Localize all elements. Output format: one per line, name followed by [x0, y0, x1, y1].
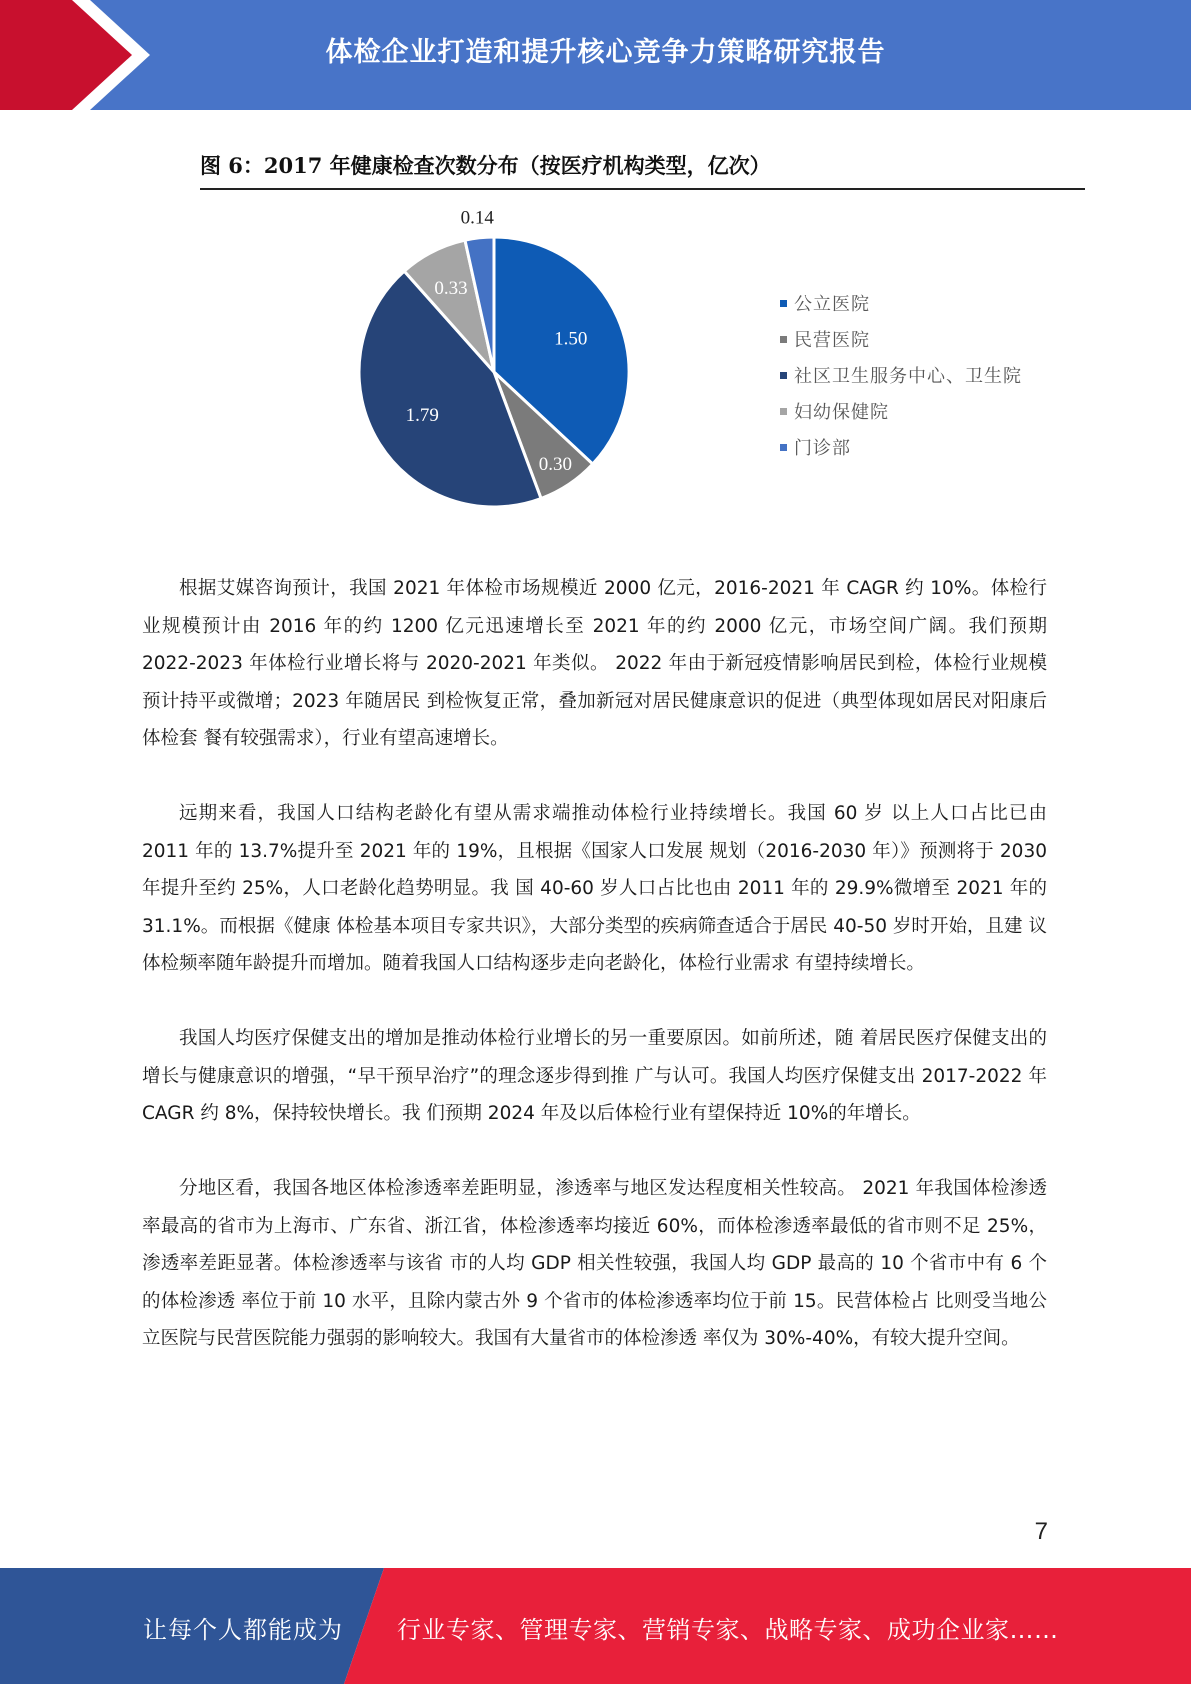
paragraph-market-size: 根据艾媒咨询预计，我国 2021 年体检市场规模近 2000 亿元，2016-2021 年 CAGR 约 10%。体检行业规模预计由 2016 年的约 1200 亿元迅速增长至 2021 年的约 2000 亿元，市场空间广阔。我们预期 2022-2023 年体检行业增长将与 2020-2021 年类似。 2022 年由于新冠疫情影响居民到检，体检行业规模预计持平或微增；2023 年随居民 到检恢复正常，叠加新冠对居民健康意识的促进（典型体现如居民对阳康后体检套 餐有较强需求），行业有望高速增长。 — [142, 578, 1047, 749]
chart-legend — [780, 285, 1080, 465]
legend-swatch-4 — [780, 444, 787, 451]
legend-item-4 — [780, 429, 1080, 465]
paragraph-health-spending: 我国人均医疗保健支出的增加是推动体检行业增长的另一重要原因。如前所述，随 着居民医疗保健支出的增长与健康意识的增强，“早干预早治疗”的理念逐步得到推 广与认可。我国人均医疗保健支出 2017-2022 年 CAGR 约 8%，保持较快增长。我 们预期 2024 年及以后体检行业有望保持近 10%的年增长。 — [142, 1028, 1047, 1124]
figure-caption: 图 6：2017 年健康检查次数分布（按医疗机构类型，亿次） — [200, 150, 1085, 190]
article-body — [142, 570, 1047, 1395]
pie-data-label-1: 0.30 — [538, 454, 573, 476]
legend-swatch-1 — [780, 336, 787, 343]
footer-slogan-left: 让每个人都能成为 — [143, 1616, 343, 1644]
pie-data-label-3: 0.33 — [434, 277, 468, 299]
legend-swatch-0 — [780, 300, 787, 307]
legend-label-4: 门诊部 — [794, 438, 851, 459]
legend-swatch-2 — [780, 372, 787, 379]
footer-slogan-right: 行业专家、管理专家、营销专家、战略专家、成功企业家…… — [397, 1616, 1059, 1644]
legend-item-3 — [780, 393, 1080, 429]
legend-label-3: 妇幼保健院 — [794, 402, 889, 423]
legend-item-2 — [780, 357, 1080, 393]
footer-banner — [0, 1568, 1191, 1684]
legend-item-1 — [780, 321, 1080, 357]
legend-label-2: 社区卫生服务中心、卫生院 — [794, 366, 1022, 387]
legend-label-0: 公立医院 — [794, 294, 870, 315]
paragraph-aging: 远期来看，我国人口结构老龄化有望从需求端推动体检行业持续增长。我国 60 岁 以上人口占比已由 2011 年的 13.7%提升至 2021 年的 19%，且根据《国家人口发展 规划（2016-2030 年）》预测将于 2030 年提升至约 25%，人口老龄化趋势明显。我 国 40-60 岁人口占比也由 2011 年的 29.9%微增至 2021 年的 31.1%。而根据《健康 体检基本项目专家共识》，大部分类型的疾病筛查适合于居民 40-50 岁时开始，且建 议体检频率随年龄提升而增加。随着我国人口结构逐步走向老龄化，体检行业需求 有望持续增长。 — [142, 803, 1047, 974]
paragraph-regional: 分地区看，我国各地区体检渗透率差距明显，渗透率与地区发达程度相关性较高。 2021 年我国体检渗透率最高的省市为上海市、广东省、浙江省，体检渗透率均接近 60%，而体检渗透率最低的省市则不足 25%，渗透率差距显著。体检渗透率与该省 市的人均 GDP 相关性较强，我国人均 GDP 最高的 10 个省市中有 6 个的体检渗透 率位于前 10 水平，且除内蒙古外 9 个省市的体检渗透率均位于前 15。民营体检占 比则受当地公立医院与民营医院能力强弱的影响较大。我国有大量省市的体检渗透 率仅为 30%-40%，有较大提升空间。 — [142, 1178, 1047, 1349]
legend-swatch-3 — [780, 408, 787, 415]
report-title: 体检企业打造和提升核心竞争力策略研究报告 — [325, 37, 886, 68]
pie-chart — [0, 0, 1191, 560]
pie-data-label-2: 1.79 — [405, 405, 439, 427]
legend-item-0 — [780, 285, 1080, 321]
pie-data-label-4: 0.14 — [460, 207, 494, 229]
page-number: 7 — [1034, 1518, 1048, 1545]
legend-label-1: 民营医院 — [794, 330, 870, 351]
pie-data-label-0: 1.50 — [554, 328, 588, 350]
